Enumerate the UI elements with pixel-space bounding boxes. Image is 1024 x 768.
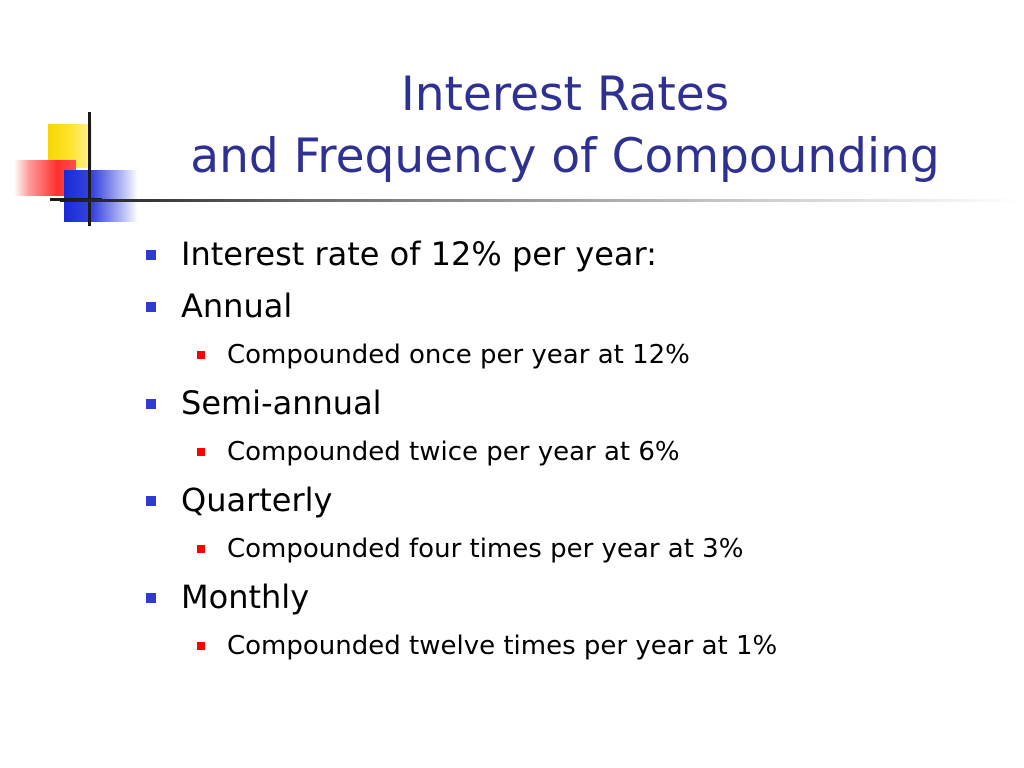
title-line-1: Interest Rates [400,67,730,122]
sub-bullet-item [227,532,743,566]
sub-bullet-text: Compounded twice per year at 6% [227,437,680,467]
bullet-text: Annual [181,287,293,325]
bullet-text: Quarterly [181,481,333,519]
title-line-2: and Frequency of Compounding [190,129,940,184]
red-square-bullet-icon [197,351,205,359]
sub-bullet-item [227,338,690,372]
blue-square-bullet-icon [146,250,156,260]
bullet-item [181,383,382,423]
sub-bullet-text: Compounded four times per year at 3% [227,534,744,564]
bullet-text: Semi-annual [181,384,382,422]
bullet-item [181,286,292,326]
bullet-item [181,577,309,617]
sub-bullet-text: Compounded once per year at 12% [227,340,690,370]
blue-square-bullet-icon [146,496,156,506]
sub-bullet-text: Compounded twelve times per year at 1% [227,631,778,661]
bullet-text: Monthly [181,578,310,616]
sub-bullet-item [227,629,777,663]
blue-square-bullet-icon [146,399,156,409]
red-square-bullet-icon [197,448,205,456]
blue-square-bullet-icon [146,302,156,312]
red-square-bullet-icon [197,642,205,650]
sub-bullet-item [227,435,680,469]
red-square-bullet-icon [197,545,205,553]
bullet-text: Interest rate of 12% per year: [181,235,657,273]
bullet-item [181,234,657,274]
blue-square-bullet-icon [146,593,156,603]
bullet-item [181,480,332,520]
